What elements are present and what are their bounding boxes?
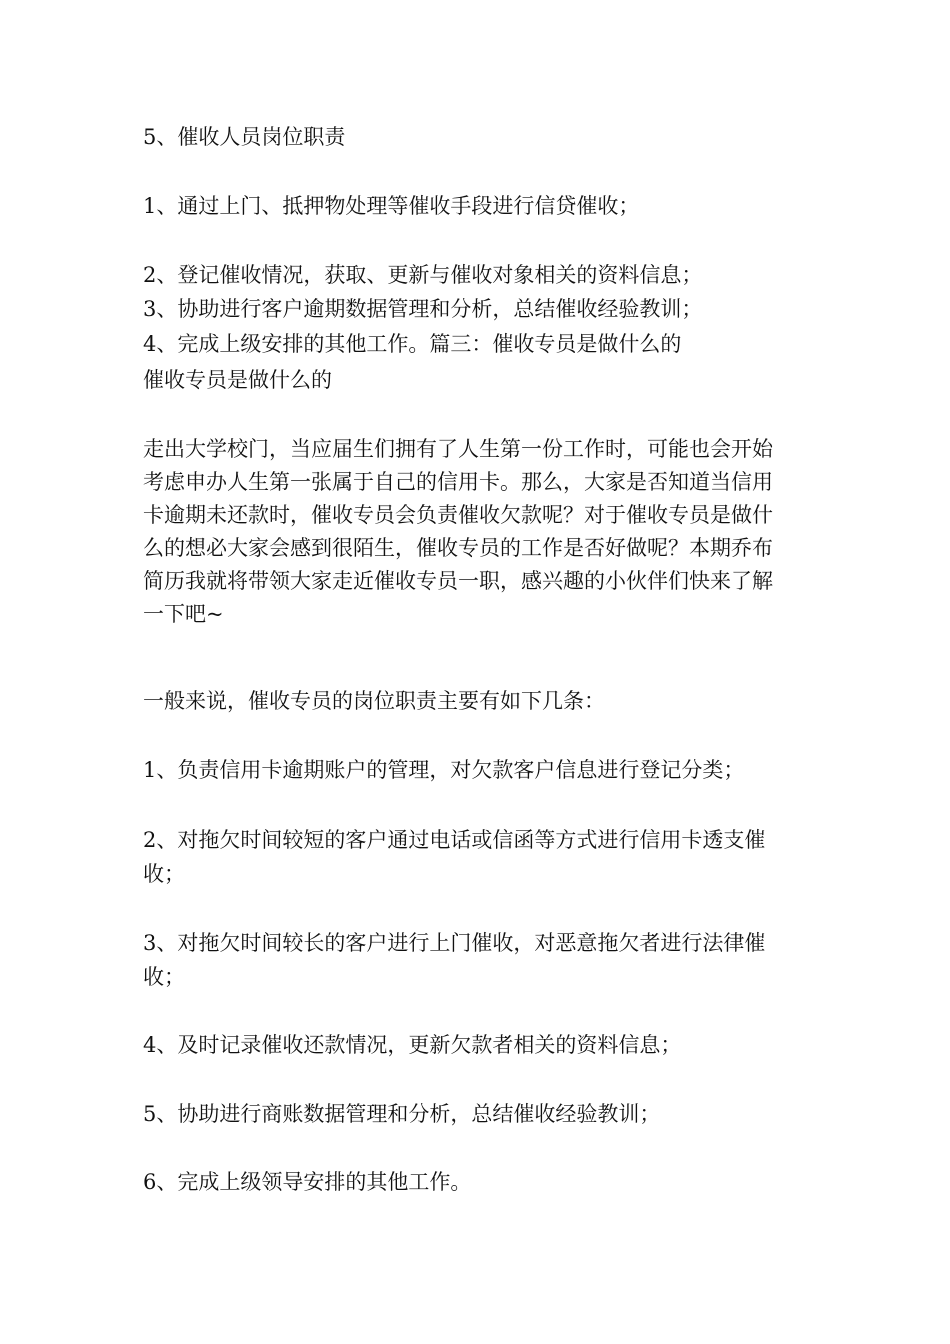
- article-title: 催收专员是做什么的: [143, 368, 332, 392]
- duty-item: 5、协助进行商账数据管理和分析，总结催收经验教训；: [143, 1102, 661, 1126]
- intro-line: 走出大学校门，当应届生们拥有了人生第一份工作时，可能也会开始: [143, 437, 773, 461]
- intro-line: 简历我就将带领大家走近催收专员一职，感兴趣的小伙伴们快来了解: [143, 569, 773, 593]
- duty-item: 4、完成上级安排的其他工作。篇三：催收专员是做什么的: [143, 332, 682, 356]
- duty-line: 收；: [143, 862, 185, 886]
- intro-line: 一下吧~: [143, 602, 224, 626]
- intro-line: 么的想必大家会感到很陌生，催收专员的工作是否好做呢？本期乔布: [143, 536, 773, 560]
- duty-item: [143, 926, 811, 994]
- duty-item: 1、负责信用卡逾期账户的管理，对欠款客户信息进行登记分类；: [143, 758, 745, 782]
- duty-line: 3、对拖欠时间较长的客户进行上门催收，对恶意拖欠者进行法律催: [143, 931, 766, 955]
- intro-paragraph: [143, 433, 811, 631]
- duty-line: 2、对拖欠时间较短的客户通过电话或信函等方式进行信用卡透支催: [143, 828, 766, 852]
- duty-item: [143, 823, 811, 891]
- duty-item: 3、协助进行客户逾期数据管理和分析，总结催收经验教训；: [143, 297, 703, 321]
- duty-item: 4、及时记录催收还款情况，更新欠款者相关的资料信息；: [143, 1033, 682, 1057]
- lead-sentence: 一般来说，催收专员的岗位职责主要有如下几条：: [143, 689, 605, 713]
- duty-item: 6、完成上级领导安排的其他工作。: [143, 1170, 472, 1194]
- duty-line: 收；: [143, 965, 185, 989]
- intro-line: 卡逾期未还款时，催收专员会负责催收欠款呢？对于催收专员是做什: [143, 503, 773, 527]
- section-heading: 5、催收人员岗位职责: [143, 125, 346, 149]
- duty-item: 2、登记催收情况，获取、更新与催收对象相关的资料信息；: [143, 263, 703, 287]
- intro-line: 考虑申办人生第一张属于自己的信用卡。那么，大家是否知道当信用: [143, 470, 773, 494]
- duty-item: 1、通过上门、抵押物处理等催收手段进行信贷催收；: [143, 194, 640, 218]
